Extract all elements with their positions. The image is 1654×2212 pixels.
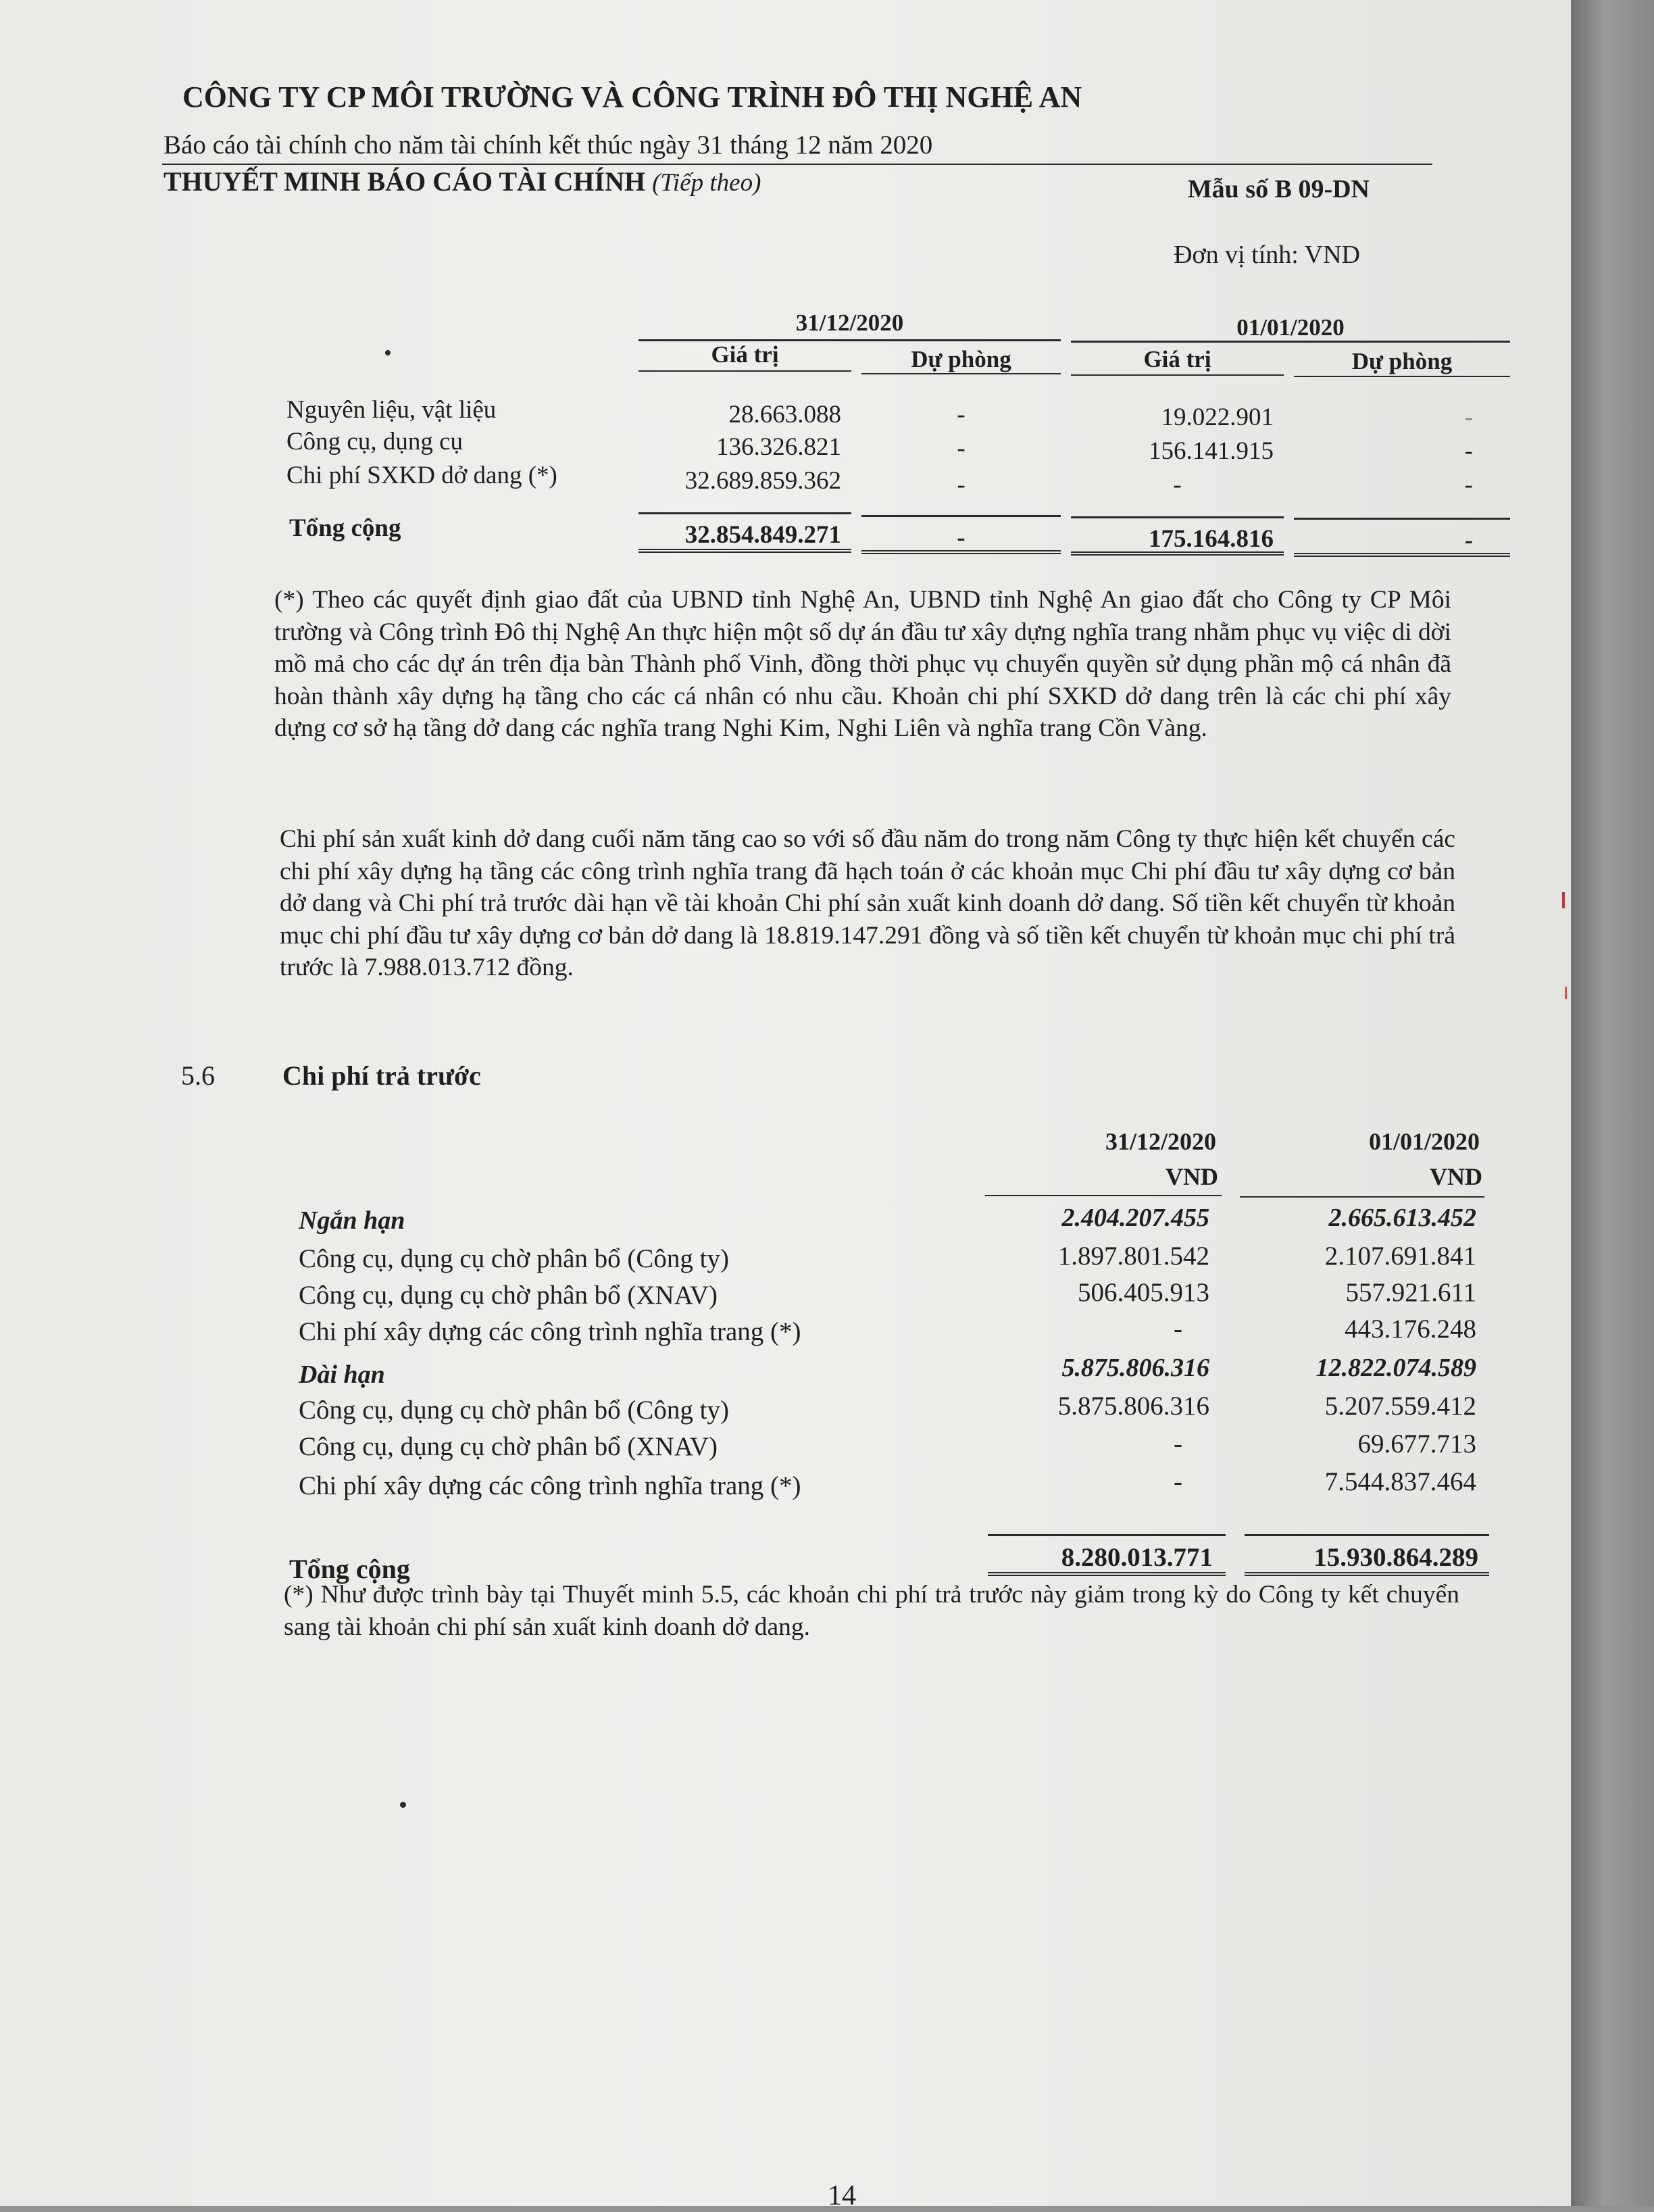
inv-total-rule (861, 515, 1061, 517)
prepaid-total-double-rule (1245, 1572, 1489, 1576)
inv-total-double-rule (1071, 551, 1284, 556)
page-number: 14 (828, 2180, 856, 2211)
prepaid-row-label: Công cụ, dụng cụ chờ phân bổ (XNAV) (299, 1432, 718, 1461)
inv-row-value1: 28.663.088 (728, 401, 841, 428)
inv-total-provision1: - (957, 524, 966, 551)
prepaid-row-label: Công cụ, dụng cụ chờ phân bổ (Công ty) (299, 1396, 729, 1425)
prepaid-header-rule (985, 1195, 1222, 1196)
prepaid-row-label: Chi phí xây dựng các công trình nghĩa trang (*) (299, 1471, 801, 1500)
long-term-label: Dài hạn (299, 1360, 385, 1389)
red-margin-mark (1565, 987, 1567, 999)
inv-row-label: Công cụ, dụng cụ (286, 428, 463, 456)
prepaid-row-value1: 5.875.806.316 (1057, 1392, 1209, 1421)
background-edge (1571, 0, 1654, 2206)
inv-total-value1: 32.854.849.271 (684, 521, 841, 549)
inv-col-provision2: Dự phòng (1351, 348, 1453, 374)
prepaid-row-value1: - (1174, 1429, 1182, 1458)
prepaid-currency2: VND (1430, 1163, 1482, 1190)
inv-col-value2: Giá trị (1143, 346, 1211, 372)
inv-total-rule (1071, 516, 1284, 518)
short-term-value1: 2.404.207.455 (1061, 1204, 1209, 1232)
section-number: 5.6 (181, 1060, 215, 1091)
currency-unit: Đơn vị tính: VND (1174, 241, 1360, 269)
inv-total-rule (1294, 518, 1510, 520)
inv-row-provision2: - (1464, 437, 1473, 465)
prepaid-row-value1: 506.405.913 (1078, 1278, 1209, 1307)
prepaid-row-value2: 443.176.248 (1345, 1314, 1476, 1344)
inv-row-value2: 156.141.915 (1149, 437, 1274, 465)
prepaid-total-double-rule (988, 1572, 1226, 1576)
inv-rule (861, 373, 1061, 374)
note-paragraph-1-text: (*) Theo các quyết định giao đất của UBND tỉnh Nghệ An, UBND tỉnh Nghệ An giao đất cho Công ty CP Môi trường và Công trình Đô thị Nghệ An thực hiện một số dự án đầu tư xây dựng nghĩa trang nhằm phục vụ việc di dời mồ mả cho các dự án trên địa bàn Thành phố Vinh, đồng thời phục vụ chuyển quyền sử dụng phần mộ cá nhân đã hoàn thành xây dựng hạ tầng cho các cá nhân có nhu cầu. Khoản chi phí SXKD dở dang trên là các chi phí xây dựng cơ sở hạ tầng dở dang các nghĩa trang Nghi Kim, Nghi Liên và nghĩa trang Cồn Vàng. (274, 586, 1451, 743)
prepaid-row-value2: 557.921.611 (1345, 1278, 1476, 1307)
inv-col-provision1: Dự phòng (911, 346, 1011, 372)
inv-rule (1294, 376, 1510, 377)
short-term-value2: 2.665.613.452 (1328, 1204, 1476, 1232)
inv-total-provision2: - (1464, 526, 1473, 554)
inv-total-double-rule (638, 549, 851, 553)
prepaid-currency1: VND (1166, 1163, 1218, 1190)
prepaid-row-label: Công cụ, dụng cụ chờ phân bổ (Công ty) (299, 1244, 729, 1273)
inv-row-value2: - (1173, 471, 1182, 499)
inv-row-value2: 19.022.901 (1161, 403, 1274, 431)
prepaid-period2-header: 01/01/2020 (1368, 1128, 1480, 1155)
inv-total-rule (638, 512, 851, 514)
prepaid-row-value1: 1.897.801.542 (1057, 1242, 1209, 1271)
inv-total-label: Tổng cộng (289, 514, 401, 542)
inv-row-value1: 136.326.821 (716, 433, 841, 461)
long-term-value1: 5.875.806.316 (1061, 1354, 1209, 1382)
prepaid-row-label: Chi phí xây dựng các công trình nghĩa trang (*) (299, 1317, 801, 1346)
prepaid-row-value1: - (1174, 1467, 1182, 1496)
notes-title (164, 166, 761, 197)
inv-row-provision1: - (957, 401, 966, 428)
inv-row-provision2: - (1464, 471, 1473, 499)
report-subtitle: Báo cáo tài chính cho năm tài chính kết thúc ngày 31 tháng 12 năm 2020 (164, 130, 933, 159)
note-paragraph-2 (280, 823, 1455, 984)
inv-row-label: Nguyên liệu, vật liệu (286, 396, 497, 424)
inv-rule (638, 370, 851, 372)
note-paragraph-3 (284, 1579, 1459, 1643)
inv-col-value1: Giá trị (711, 341, 779, 368)
prepaid-total-value1: 8.280.013.771 (1061, 1543, 1213, 1572)
note-paragraph-3-text: (*) Như được trình bày tại Thuyết minh 5.5, các khoản chi phí trả trước này giảm trong kỳ do Công ty kết chuyển sang tài khoản chi phí sản xuất kinh doanh dở dang. (284, 1581, 1459, 1641)
header-rule (162, 164, 1432, 165)
inv-row-provision1: - (957, 435, 966, 462)
inv-rule (1071, 341, 1510, 343)
notes-title-text: THUYẾT MINH BÁO CÁO TÀI CHÍNH (164, 166, 646, 197)
inv-rule (1071, 374, 1284, 376)
long-term-value2: 12.822.074.589 (1315, 1354, 1476, 1382)
prepaid-total-value2: 15.930.864.289 (1313, 1543, 1478, 1572)
stray-dot (385, 350, 391, 355)
stray-dot (400, 1802, 406, 1808)
company-name: CÔNG TY CP MÔI TRƯỜNG VÀ CÔNG TRÌNH ĐÔ THỊ NGHỆ AN (182, 80, 1082, 114)
prepaid-row-value2: 5.207.559.412 (1324, 1392, 1476, 1421)
inv-total-double-rule (1294, 553, 1510, 557)
notes-title-continued: (Tiếp theo) (652, 169, 761, 197)
prepaid-row-label: Công cụ, dụng cụ chờ phân bổ (XNAV) (299, 1281, 718, 1310)
prepaid-row-value2: 7.544.837.464 (1324, 1467, 1476, 1496)
red-margin-mark (1562, 892, 1565, 908)
section-title: Chi phí trả trước (282, 1060, 481, 1091)
inv-row-provision2: - (1464, 403, 1473, 431)
prepaid-total-rule (1245, 1534, 1489, 1536)
short-term-label: Ngắn hạn (299, 1206, 405, 1235)
prepaid-total-label: Tổng cộng (289, 1554, 410, 1584)
prepaid-header-rule (1240, 1196, 1484, 1198)
inv-period1-header: 31/12/2020 (795, 310, 904, 336)
prepaid-row-value1: - (1174, 1314, 1182, 1344)
inv-row-provision1: - (957, 471, 966, 499)
form-number: Mẫu số B 09-DN (1187, 175, 1370, 203)
inv-row-label: Chi phí SXKD dở dang (*) (286, 462, 557, 489)
prepaid-period1-header: 31/12/2020 (1105, 1128, 1216, 1155)
prepaid-row-value2: 2.107.691.841 (1324, 1242, 1476, 1271)
prepaid-row-value2: 69.677.713 (1357, 1429, 1476, 1458)
inv-total-double-rule (861, 550, 1061, 554)
note-paragraph-2-text: Chi phí sản xuất kinh dở dang cuối năm tăng cao so với số đầu năm do trong năm Công ty thực hiện kết chuyển các chi phí xây dựng hạ tầng các công trình nghĩa trang đã hạch toán ở các khoản mục Chi phí đầu tư xây dựng cơ bản dở dang và Chi phí trả trước dài hạn về tài khoản Chi phí sản xuất kinh doanh dở dang. Số tiền kết chuyển từ khoản mục chi phí đầu tư xây dựng cơ bản dở dang là 18.819.147.291 đồng và số tiền kết chuyển từ khoản mục chi phí trả trước là 7.988.013.712 đồng. (280, 825, 1455, 982)
prepaid-total-rule (988, 1534, 1226, 1536)
inv-row-value1: 32.689.859.362 (684, 467, 841, 495)
inv-total-value2: 175.164.816 (1149, 525, 1274, 553)
inv-period2-header: 01/01/2020 (1236, 314, 1345, 341)
note-paragraph-1 (274, 584, 1451, 745)
